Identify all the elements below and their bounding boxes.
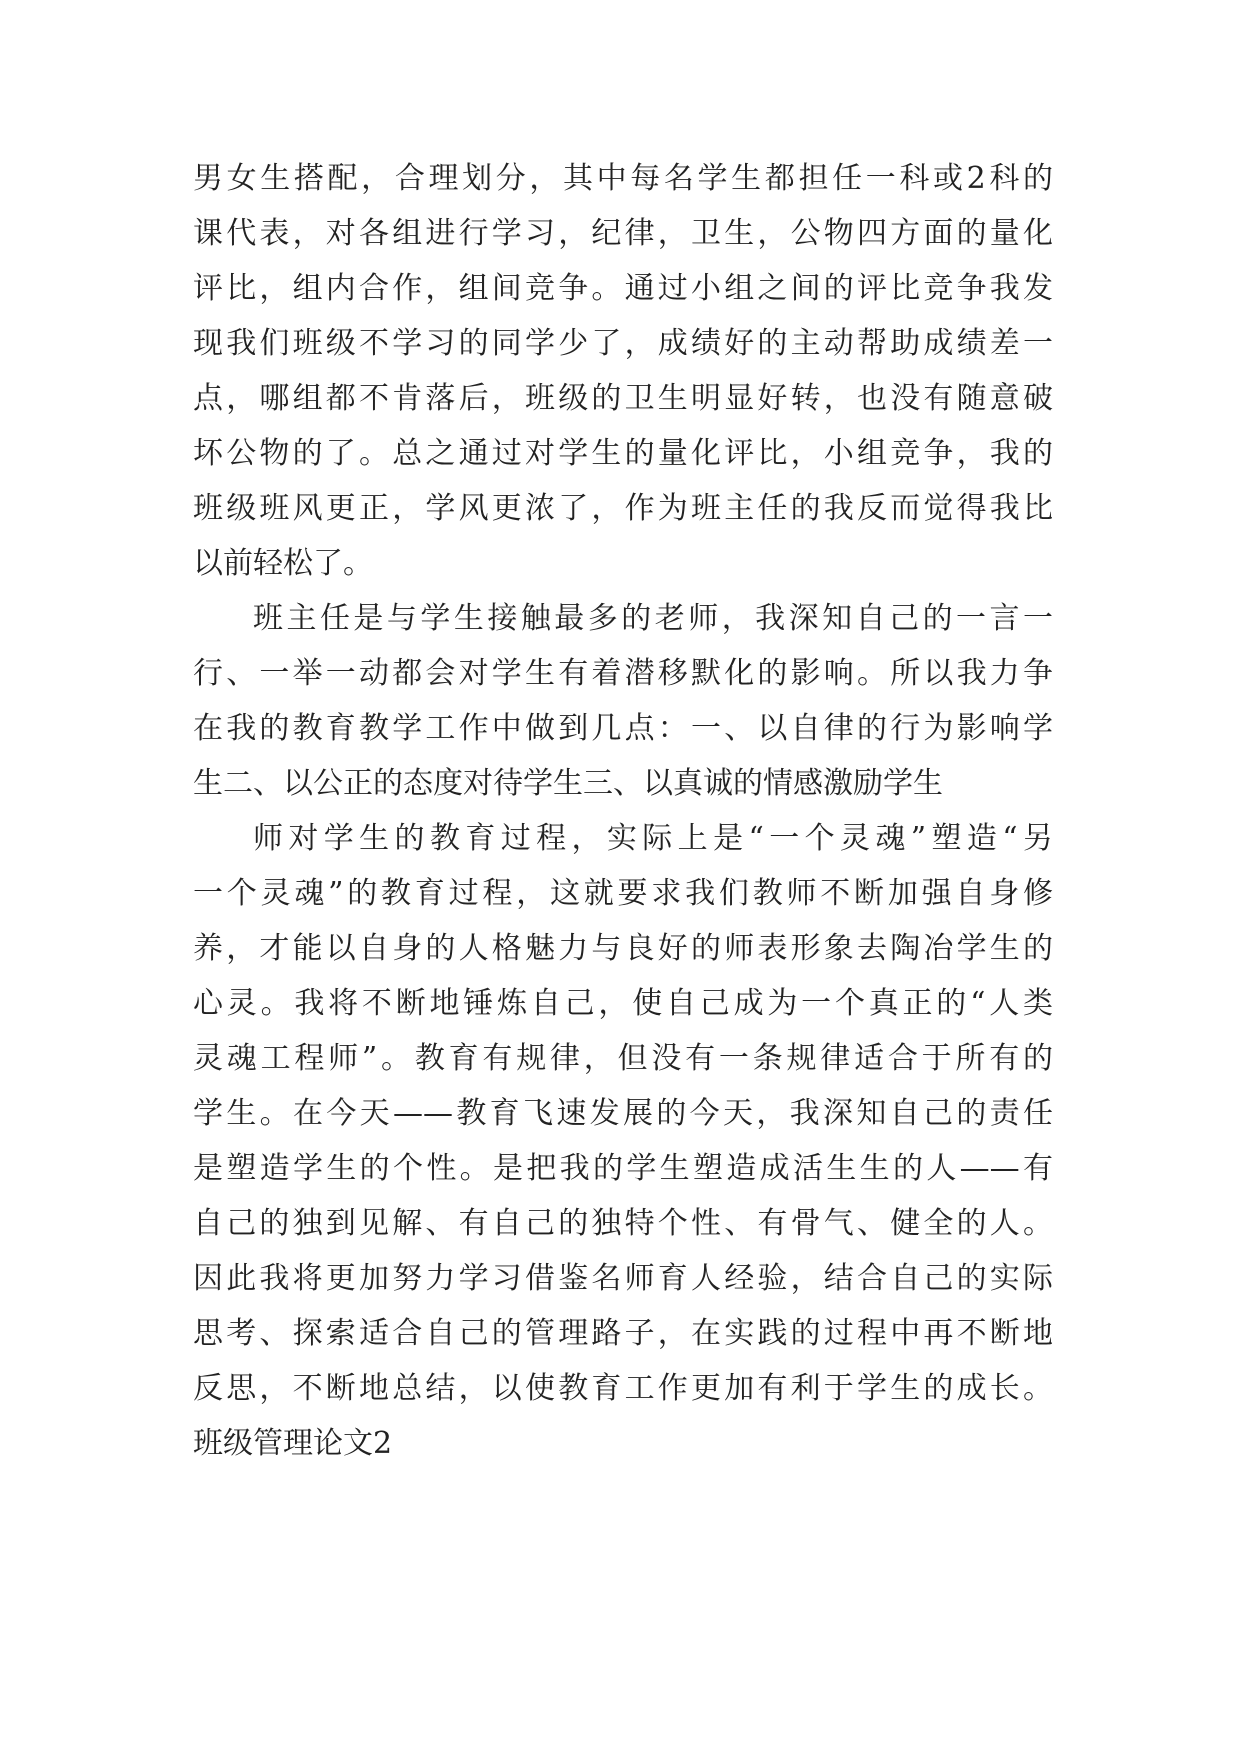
text-line: 思考、探索适合自己的管理路子，在实践的过程中再不断地 (193, 1316, 1053, 1351)
text-line: 班级班风更正，学风更浓了，作为班主任的我反而觉得我比 (193, 491, 1053, 526)
text-line: 生二、以公正的态度对待学生三、以真诚的情感激励学生 (193, 766, 943, 801)
text-line: 自己的独到见解、有自己的独特个性、有骨气、健全的人。 (193, 1206, 1053, 1241)
text-line: 坏公物的了。总之通过对学生的量化评比，小组竞争，我的 (193, 436, 1053, 471)
text-line: 现我们班级不学习的同学少了，成绩好的主动帮助成绩差一 (193, 326, 1053, 361)
text-line: 灵魂工程师”。教育有规律，但没有一条规律适合于所有的 (193, 1041, 1053, 1076)
text-line: 反思，不断地总结，以使教育工作更加有利于学生的成长。 (193, 1371, 1053, 1406)
section-heading: 班级管理论文2 (193, 1426, 393, 1461)
text-line: 因此我将更加努力学习借鉴名师育人经验，结合自己的实际 (193, 1261, 1053, 1296)
text-line: 点，哪组都不肯落后，班级的卫生明显好转，也没有随意破 (193, 381, 1053, 416)
text-line: 一个灵魂”的教育过程，这就要求我们教师不断加强自身修 (193, 876, 1053, 911)
paragraph-first-line: 班主任是与学生接触最多的老师，我深知自己的一言一 (253, 601, 1053, 636)
text-line: 养，才能以自身的人格魅力与良好的师表形象去陶冶学生的 (193, 931, 1053, 966)
text-line: 在我的教育教学工作中做到几点：一、以自律的行为影响学 (193, 711, 1053, 746)
text-line: 课代表，对各组进行学习，纪律，卫生，公物四方面的量化 (193, 216, 1053, 251)
text-line: 学生。在今天——教育飞速发展的今天，我深知自己的责任 (193, 1096, 1053, 1131)
text-line: 是塑造学生的个性。是把我的学生塑造成活生生的人——有 (193, 1151, 1053, 1186)
text-line: 行、一举一动都会对学生有着潜移默化的影响。所以我力争 (193, 656, 1053, 691)
text-line: 评比，组内合作，组间竞争。通过小组之间的评比竞争我发 (193, 271, 1053, 306)
text-line: 以前轻松了。 (193, 546, 373, 581)
text-line: 男女生搭配，合理划分，其中每名学生都担任一科或2科的 (193, 161, 1053, 196)
paragraph-first-line: 师对学生的教育过程，实际上是“一个灵魂”塑造“另 (253, 821, 1053, 856)
text-line: 心灵。我将不断地锤炼自己，使自己成为一个真正的“人类 (193, 986, 1053, 1021)
